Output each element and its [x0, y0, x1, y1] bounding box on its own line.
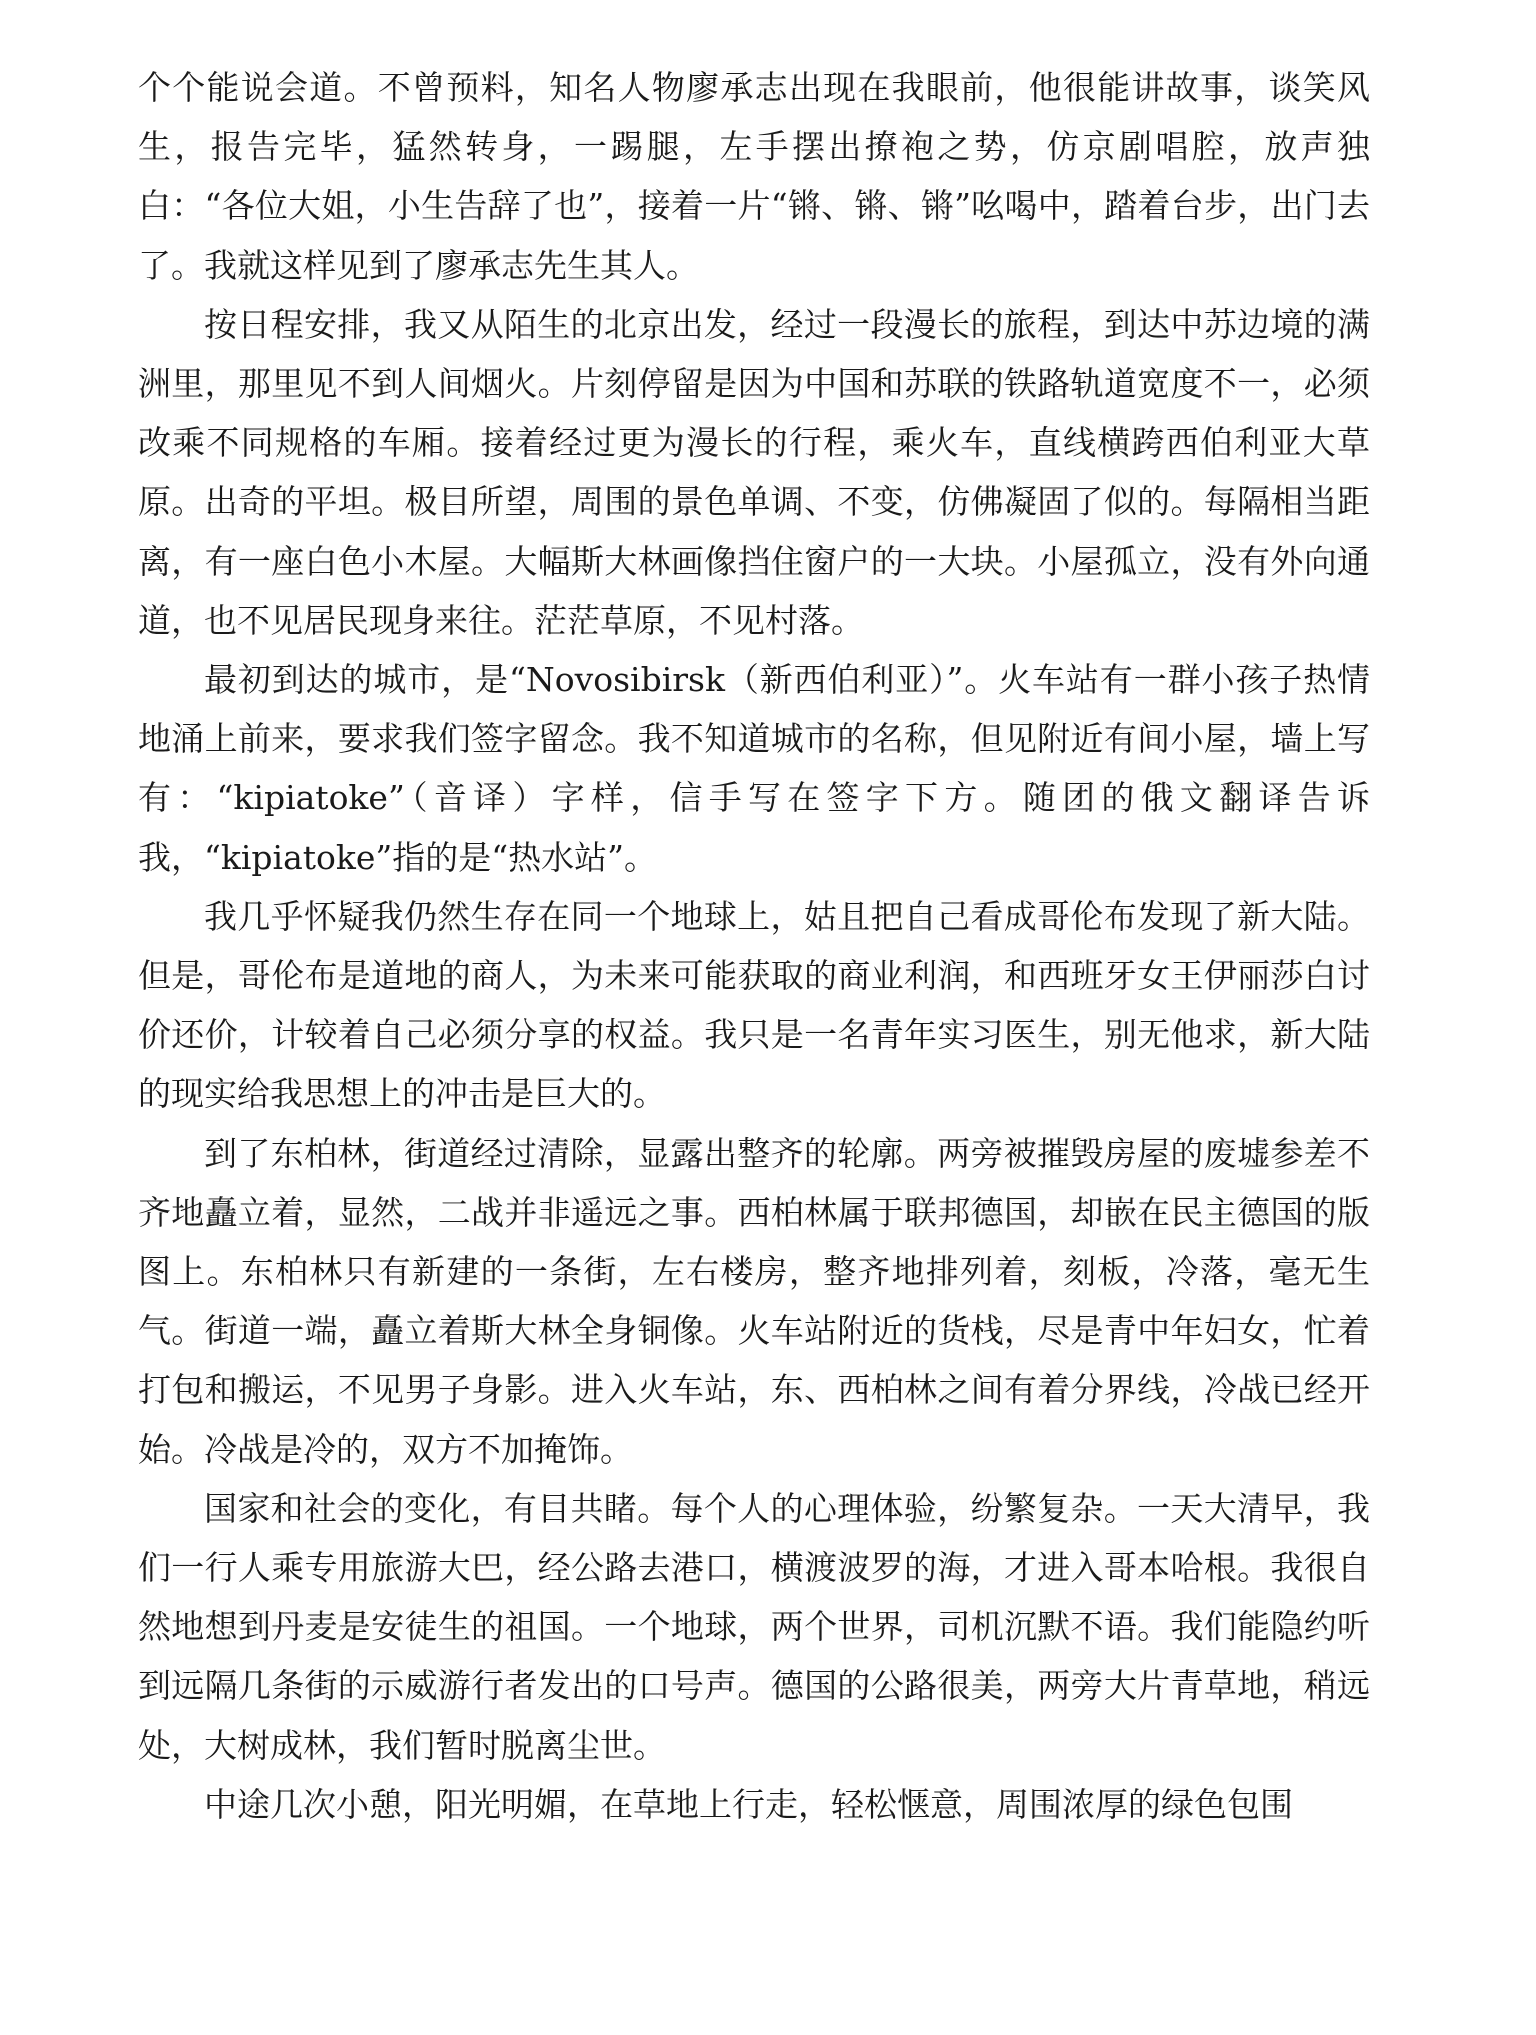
document-page: [138, 58, 1370, 1834]
paragraph-3: 最初到达的城市，是“Novosibirsk（新西伯利亚）”。火车站有一群小孩子热情地涌上前来，要求我们签字留念。我不知道城市的名称，但见附近有间小屋，墙上写有：“kipiatoke”（音译）字样，信手写在签字下方。随团的俄文翻译告诉我，“kipiatoke”指的是“热水站”。: [138, 660, 1370, 877]
paragraph-6: 国家和社会的变化，有目共睹。每个人的心理体验，纷繁复杂。一天大清早，我们一行人乘专用旅游大巴，经公路去港口，横渡波罗的海，才进入哥本哈根。我很自然地想到丹麦是安徒生的祖国。一个地球，两个世界，司机沉默不语。我们能隐约听到远隔几条街的示威游行者发出的口号声。德国的公路很美，两旁大片青草地，稍远处，大树成林，我们暂时脱离尘世。: [138, 1488, 1370, 1765]
paragraph-4: 我几乎怀疑我仍然生存在同一个地球上，姑且把自己看成哥伦布发现了新大陆。但是，哥伦布是道地的商人，为未来可能获取的商业利润，和西班牙女王伊丽莎白讨价还价，计较着自己必须分享的权益。我只是一名青年实习医生，别无他求，新大陆的现实给我思想上的冲击是巨大的。: [138, 896, 1370, 1114]
paragraph-2: 按日程安排，我又从陌生的北京出发，经过一段漫长的旅程，到达中苏边境的满洲里，那里见不到人间烟火。片刻停留是因为中国和苏联的铁路轨道宽度不一，必须改乘不同规格的车厢。接着经过更为漫长的行程，乘火车，直线横跨西伯利亚大草原。出奇的平坦。极目所望，周围的景色单调、不变，仿佛凝固了似的。每隔相当距离，有一座白色小木屋。大幅斯大林画像挡住窗户的一大块。小屋孤立，没有外向通道，也不见居民现身来往。茫茫草原，不见村落。: [138, 304, 1370, 640]
paragraph-5: 到了东柏林，街道经过清除，显露出整齐的轮廓。两旁被摧毁房屋的废墟参差不齐地矗立着，显然，二战并非遥远之事。西柏林属于联邦德国，却嵌在民主德国的版图上。东柏林只有新建的一条街，左右楼房，整齐地排列着，刻板，冷落，毫无生气。街道一端，矗立着斯大林全身铜像。火车站附近的货栈，尽是青中年妇女，忙着打包和搬运，不见男子身影。进入火车站，东、西柏林之间有着分界线，冷战已经开始。冷战是冷的，双方不加掩饰。: [138, 1133, 1370, 1469]
paragraph-7: 中途几次小憩，阳光明媚，在草地上行走，轻松惬意，周围浓厚的绿色包围: [204, 1784, 1293, 1824]
paragraph-1: 个个能说会道。不曾预料，知名人物廖承志出现在我眼前，他很能讲故事，谈笑风生，报告完毕，猛然转身，一踢腿，左手摆出撩袍之势，仿京剧唱腔，放声独白：“各位大姐，小生告辞了也”，接着一片“锵、锵、锵”吆喝中，踏着台步，出门去了。我就这样见到了廖承志先生其人。: [138, 68, 1370, 285]
